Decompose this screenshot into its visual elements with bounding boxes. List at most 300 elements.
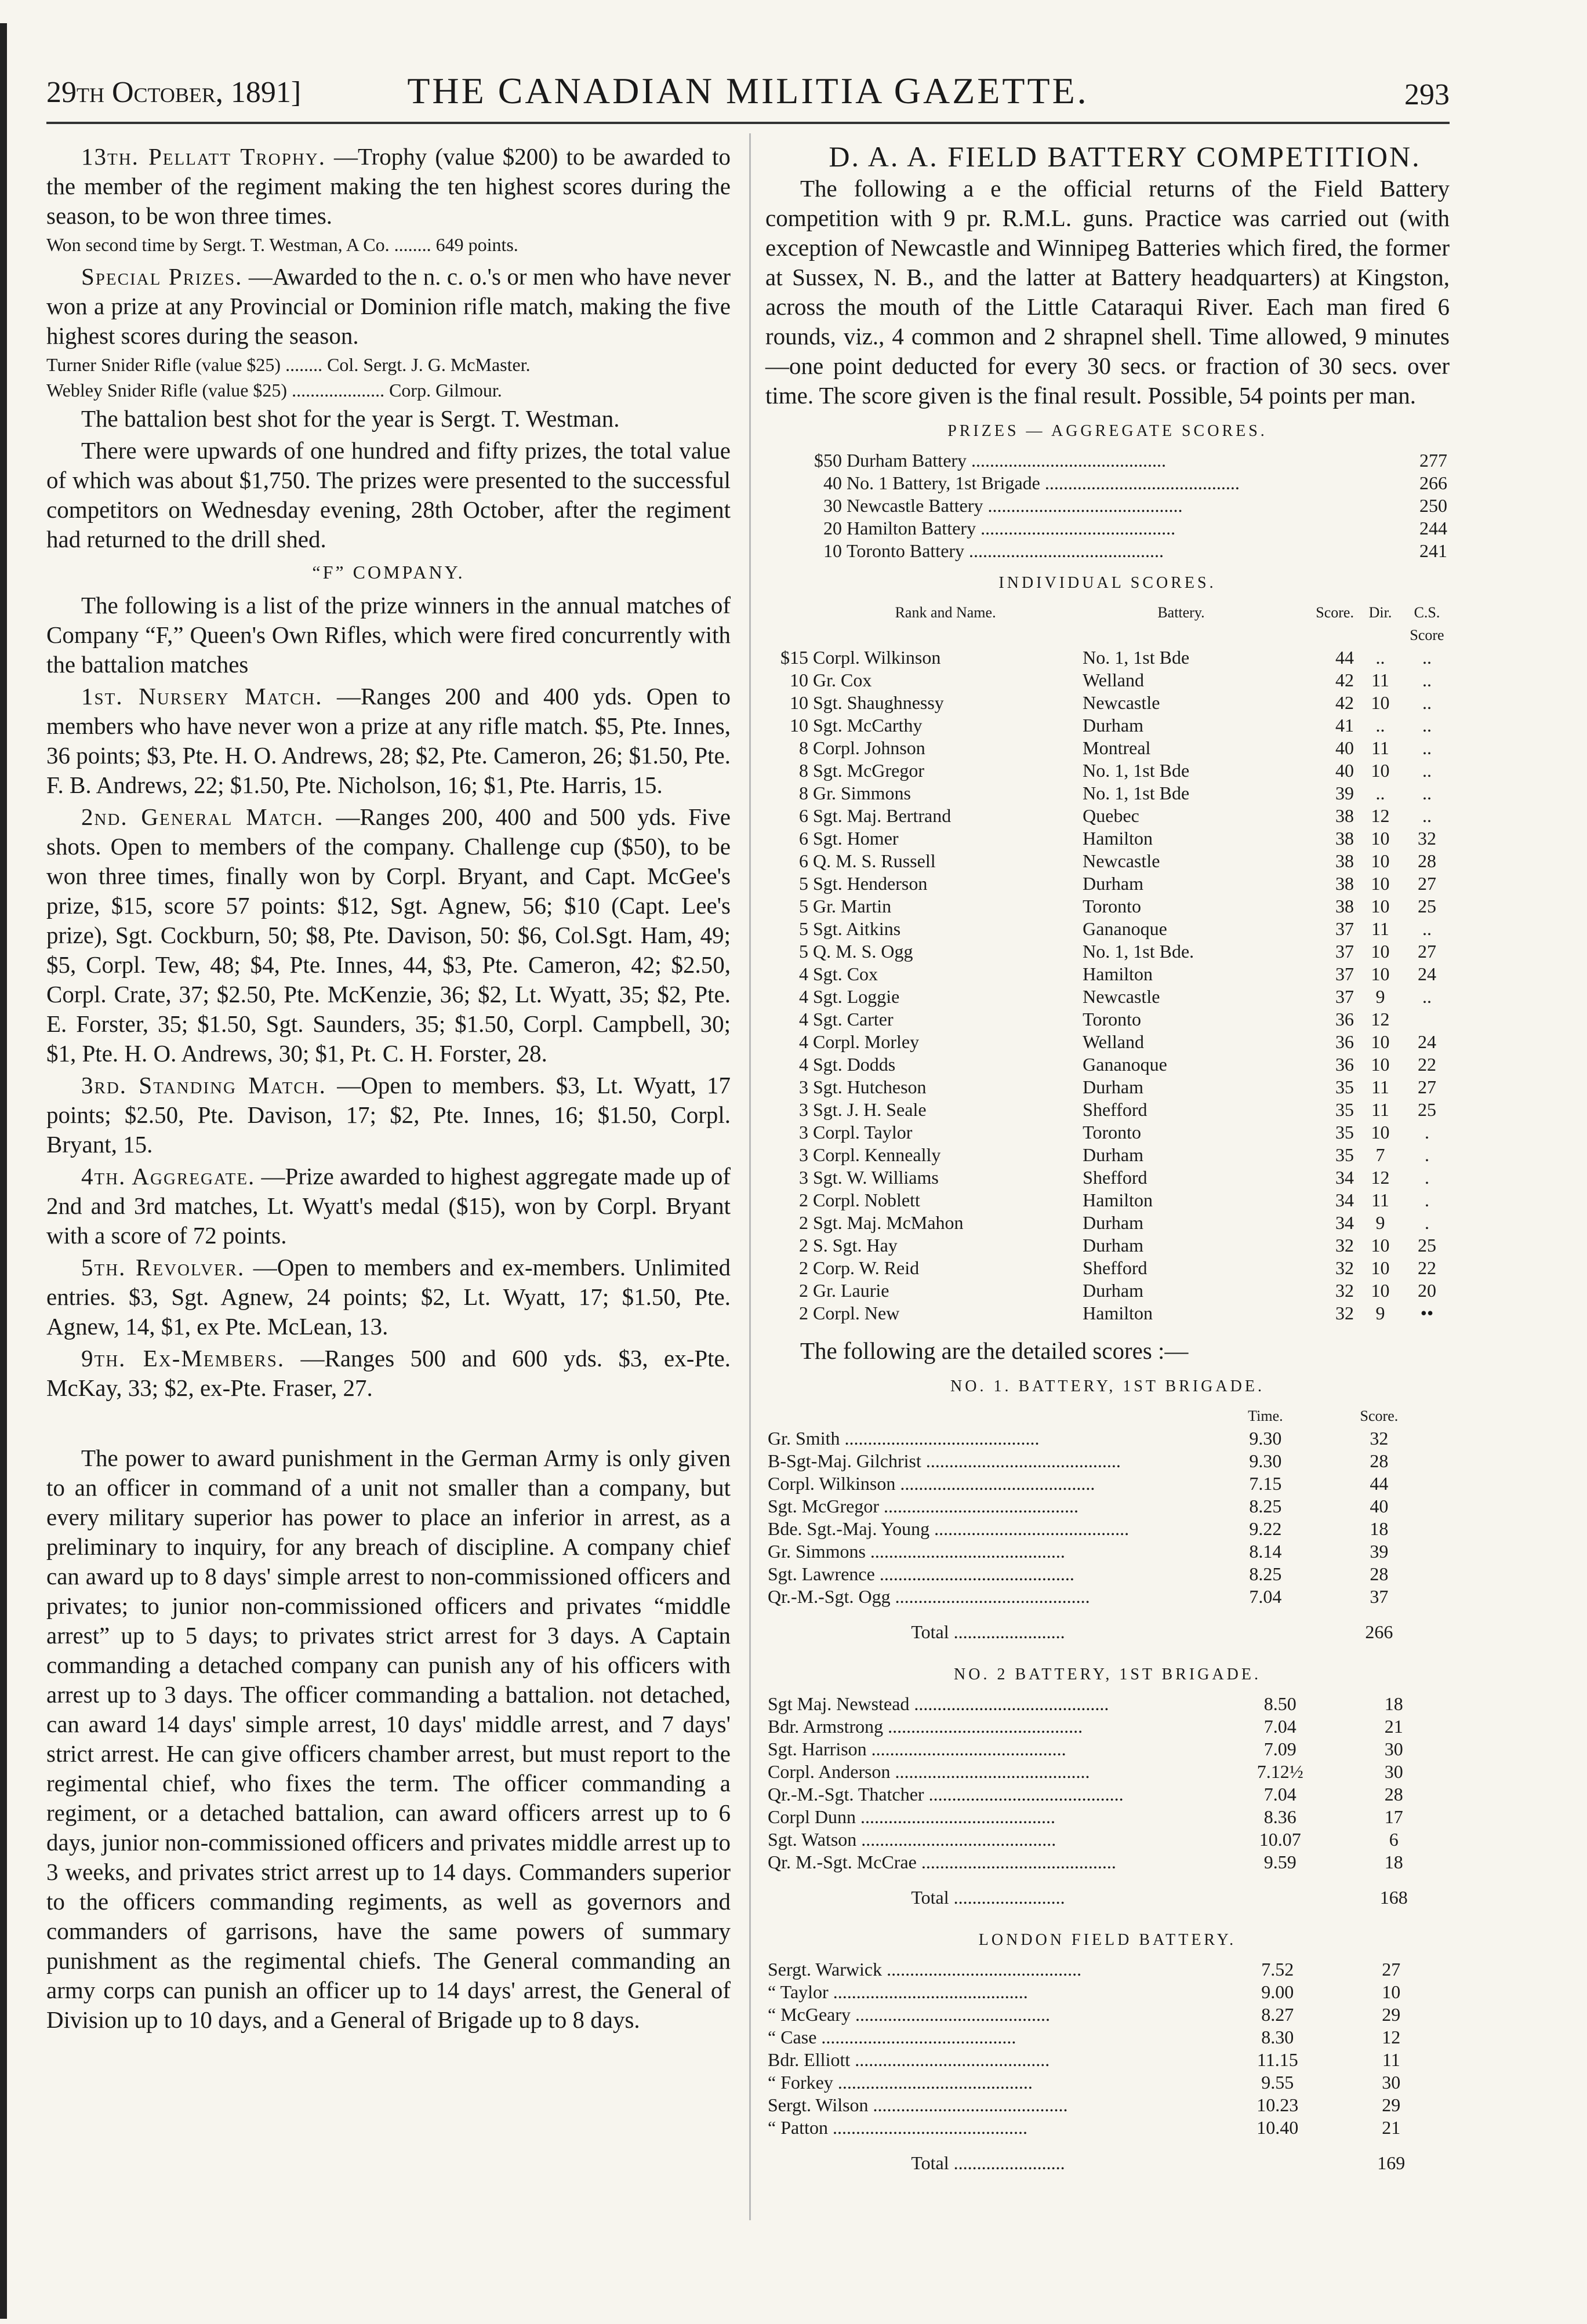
detail-total-blank [1211,1874,1350,1919]
individual-row [765,1257,1450,1279]
detail-name: Bdr. Armstrong [768,1716,884,1737]
detail-row [765,1563,1438,1585]
detail-score: 40 [1370,1496,1389,1516]
individual-dir: 10 [1371,1235,1390,1256]
individual-name: Sgt. Loggie [813,986,900,1007]
detail-name: “ Forkey [768,2072,833,2093]
individual-prize: 10 [790,715,808,736]
individual-name: Sgt. W. Williams [813,1167,939,1188]
individual-score: 38 [1335,805,1354,826]
prize-row [765,449,1450,472]
detail-row [765,2071,1438,2094]
individual-name: Sgt. Homer [813,828,899,849]
battery-detail-table [765,1405,1438,1654]
german-army-punishment-para: The power to award punishment in the German Army is only given to an officer in command of a unit not smaller than a company, but every military superior has power to place an inferior in arrest, as a preliminary to inquiry, for any breach of discipline. A company chief can award up to 8 days' simple arrest to non-commissioned officers and privates; to junior non-commissioned officers and privates “middle arrest” up to 5 days; to privates strict arrest for 3 days. A Captain commanding a detached company can punish any of his officers with arrest up to 3 days. The officer commanding a battalion. not detached, can award 14 days' simple arrest, 10 days' middle arrest, and 7 days' strict arrest. He can give officers chamber arrest, but must report to the regimental chief, who fixes the term. The officer commanding a regiment, or a detached battalion, can award officers arrest up to 6 days, junior non-commissioned officers and privates middle arrest up to 3 weeks, and privates strict arrest up to 14 days. Commanders superior to the officers commanding regiments, as well as governors and commanders of garrisons, have the same powers of summary punishment as the regimental chiefs. The General commanding an army corps can punish an officer up to 14 days' arrest, the General of Division up to 10 days, and a General of Brigade up to 8 days. [46,1445,731,2033]
individual-prize: 2 [799,1190,808,1210]
detail-time: 9.55 [1261,2072,1294,2093]
detail-time: 8.14 [1249,1541,1282,1562]
individual-dir: 11 [1371,1099,1389,1120]
nursery-match-lead: 1st. Nursery Match. [81,683,323,710]
detail-total-row [765,1874,1438,1919]
prize-score: 241 [1419,540,1447,561]
detail-header-row [765,1405,1438,1427]
individual-cs: .. [1422,692,1432,713]
individual-battery: Shefford [1083,1257,1147,1278]
detail-time: 9.00 [1261,1981,1294,2002]
individual-battery: Durham [1083,1144,1143,1165]
individual-name: Corpl. Taylor [813,1122,913,1143]
prize-battery-cell: Newcastle Battery .......................................... [847,495,1183,516]
individual-score: 40 [1335,760,1354,781]
detail-score: 29 [1382,2094,1401,2115]
field-battery-heading: D. A. A. FIELD BATTERY COMPETITION. [829,140,1421,173]
prize-score: 277 [1419,450,1447,471]
standing-match-lead: 3rd. Standing Match. [81,1072,326,1099]
individual-cs: . [1425,1122,1429,1143]
detail-row [765,1472,1438,1495]
prize-battery-cell: No. 1 Battery, 1st Brigade .......................................... [847,472,1240,493]
detail-name: “ Case [768,2027,817,2047]
individual-row [765,1189,1450,1212]
detail-name: Gr. Smith [768,1428,840,1449]
individual-dir: 12 [1371,1167,1390,1188]
individual-name: Q. M. S. Russell [813,850,936,871]
individual-prize: 5 [799,873,808,894]
individual-prize: 5 [799,941,808,962]
individual-cs: .. [1422,918,1432,939]
detail-name-cell: Sgt Maj. Newstead .......................................... [768,1693,1109,1714]
individual-row [765,1008,1450,1031]
prizes-table-heading: PRIZES — AGGREGATE SCORES. [947,422,1268,440]
individual-name: Sgt. Cox [813,963,878,984]
detail-total-value: 168 [1379,1887,1408,1908]
individual-row [765,918,1450,940]
individual-name: Corpl. Noblett [813,1190,920,1210]
detail-time: 9.30 [1249,1428,1282,1449]
detail-row [765,1693,1438,1715]
individual-cs: 25 [1418,1235,1436,1256]
individual-score: 32 [1335,1257,1354,1278]
individual-battery: Durham [1083,873,1143,894]
individual-row [765,782,1450,805]
individual-row [765,827,1450,850]
individual-battery: Hamilton [1083,828,1153,849]
individual-battery: Welland [1083,1031,1144,1052]
detail-col-score: Score. [1360,1408,1399,1424]
individual-name: Sgt. Shaughnessy [813,692,944,713]
individual-name: Sgt. Maj. Bertrand [813,805,952,826]
individual-cs: .. [1422,760,1432,781]
detail-time: 8.50 [1263,1693,1297,1714]
individual-dir: 10 [1371,1054,1390,1075]
detail-time: 7.04 [1263,1784,1297,1805]
individual-prize: 8 [799,737,808,758]
individual-score: 40 [1335,737,1354,758]
detail-time: 7.04 [1249,1586,1282,1607]
detail-name: Bde. Sgt.-Maj. Young [768,1518,930,1539]
detail-name-cell: Sgt. Lawrence .......................................... [768,1563,1074,1584]
individual-score: 32 [1335,1303,1354,1323]
webley-rifle-line: Webley Snider Rifle (value $25) .................... Corp. Gilmour. [46,380,502,401]
general-match-lead: 2nd. General Match. [81,803,324,830]
detail-name: Sergt. Wilson [768,2094,869,2115]
individual-battery: Shefford [1083,1099,1147,1120]
detail-name: Sgt. McGregor [768,1496,879,1516]
ex-members-text: —Ranges 500 and 600 yds. $3, ex-Pte. McKay, 33; $2, ex-Pte. Fraser, 27. [46,1345,731,1401]
detail-name-cell: “ Patton .......................................... [768,2117,1027,2138]
detail-score: 39 [1370,1541,1389,1562]
individual-row [765,714,1450,737]
individual-row [765,1166,1450,1189]
individual-battery: Newcastle [1083,692,1160,713]
prize-battery-cell: Durham Battery .......................................... [847,450,1167,471]
detail-score: 37 [1370,1586,1389,1607]
individual-cs: 22 [1418,1257,1436,1278]
detail-name-cell: Bde. Sgt.-Maj. Young .......................................... [768,1518,1130,1539]
revolver-para [46,1253,731,1341]
individual-battery: Welland [1083,670,1144,690]
revolver-lead: 5th. Revolver. [81,1254,245,1281]
detail-score: 28 [1370,1450,1389,1471]
individual-cs: 27 [1418,1076,1436,1097]
individual-battery: No. 1, 1st Bde [1083,783,1190,803]
individual-row [765,1234,1450,1257]
detail-score: 29 [1382,2004,1401,2025]
individual-name: Sgt. J. H. Seale [813,1099,927,1120]
issue-date: 29th October, 1891] [46,76,302,109]
individual-dir: 10 [1371,692,1390,713]
prize-row [765,540,1450,562]
individual-dir: 10 [1371,1280,1390,1301]
individual-dir: .. [1375,647,1385,668]
detail-col-time: Time. [1248,1408,1283,1424]
detail-total-blank [1211,1608,1320,1654]
individual-row [765,1053,1450,1076]
individual-row [765,669,1450,692]
detail-name: “ McGeary [768,2004,851,2025]
individual-battery: Toronto [1083,1122,1141,1143]
detail-name-cell: Qr.-M.-Sgt. Thatcher .......................................... [768,1784,1124,1805]
individual-dir: 11 [1371,1190,1389,1210]
prize-battery: Toronto Battery [847,540,965,561]
detail-row [765,1495,1438,1518]
individual-score: 44 [1335,647,1354,668]
individual-score: 34 [1335,1190,1354,1210]
individual-score: 35 [1335,1076,1354,1097]
individual-prize: 3 [799,1122,808,1143]
detail-score: 30 [1384,1739,1403,1759]
standing-match-text: —Open to members. $3, Lt. Wyatt, 17 points; $2.50, Pte. Davison, 17; $2, Pte. Innes, 16; $1.50, Corpl. Bryant, 15. [46,1072,731,1158]
individual-name: Sgt. Henderson [813,873,928,894]
individual-name: Corpl. Morley [813,1031,920,1052]
individual-battery: Newcastle [1083,850,1160,871]
detailed-scores [765,1372,1450,2185]
detail-row [765,1518,1438,1540]
individual-cs: .. [1422,805,1432,826]
col-dir: Dir. [1368,604,1392,621]
detail-name: Sgt. Lawrence [768,1563,875,1584]
individual-score: 36 [1335,1031,1354,1052]
detail-row [765,1427,1438,1450]
individual-prize: 2 [799,1235,808,1256]
revolver-text: —Open to members and ex-members. Unlimited entries. $3, Sgt. Agnew, 24 points; $2, Lt. Wyatt, 17; $1.50, Pte. Agnew, 14, $1, ex Pte. McLean, 13. [46,1254,731,1340]
total-label: Total [911,2152,949,2173]
individual-row [765,1279,1450,1302]
individual-name: Sgt. Carter [813,1009,894,1030]
detail-score: 30 [1384,1761,1403,1782]
detail-time: 9.22 [1249,1518,1282,1539]
prize-row [765,472,1450,494]
individual-name: Gr. Laurie [813,1280,889,1301]
total-label: Total [911,1887,949,1908]
individual-name: Corpl. New [813,1303,900,1323]
individual-name: Gr. Martin [813,896,892,916]
individual-cs: .. [1422,715,1432,736]
detail-score: 6 [1389,1829,1399,1850]
individual-score: 41 [1335,715,1354,736]
detail-time: 10.07 [1259,1829,1301,1850]
individual-score: 35 [1335,1122,1354,1143]
individual-cs: .. [1422,737,1432,758]
individual-prize: 2 [799,1280,808,1301]
individual-score: 42 [1335,692,1354,713]
detail-name-cell: Bdr. Armstrong .......................................... [768,1716,1083,1737]
individual-prize: 3 [799,1076,808,1097]
individual-battery: Durham [1083,1235,1143,1256]
prizes-total-para: There were upwards of one hundred and fifty prizes, the total value of which was about $1,750. The prizes were presented to the successful competitors on Wednesday evening, 28th October, after the regiment had returned to the drill shed. [46,437,731,552]
individual-prize: 2 [799,1303,808,1323]
individual-battery: Durham [1083,715,1143,736]
individual-dir: 12 [1371,1009,1390,1030]
individual-dir: 10 [1371,1031,1390,1052]
field-battery-intro: The following a e the official returns of the Field Battery competition with 9 pr. R.M.L. guns. Practice was carried out (with exception of Newcastle and Winnipeg Batteries which fired, the former at Sussex, N. B., and the latter at Battery headquarters) at Kingston, across the mouth of the Little Cataraqui River. Each man fired 6 rounds, viz., 4 common and 2 shrapnel shell. Time allowed, 9 minutes—one point deducted for every 30 secs. or fraction of 30 secs. over time. The score given is the final result. Possible, 54 points per man. [765,175,1450,409]
special-prizes-lead: Special Prizes. [81,263,243,290]
individual-row [765,805,1450,827]
battery-title: LONDON FIELD BATTERY. [978,1931,1237,1949]
individual-score: 42 [1335,670,1354,690]
detail-time: 7.12½ [1256,1761,1303,1782]
detail-score: 18 [1384,1693,1403,1714]
individual-battery: Toronto [1083,1009,1141,1030]
individual-cs: .. [1422,783,1432,803]
battery-detail-table [765,1693,1438,1919]
detail-name: Corpl Dunn [768,1806,856,1827]
detail-score: 12 [1382,2027,1401,2047]
individual-score: 36 [1335,1009,1354,1030]
individual-battery: Durham [1083,1212,1143,1233]
individual-score: 37 [1335,963,1354,984]
col-cs-score: C.S. Score [1410,604,1444,643]
individual-prize: 6 [799,805,808,826]
detail-header-blank [765,1405,1211,1427]
individual-score: 35 [1335,1099,1354,1120]
left-column [46,142,731,2037]
individual-prize: 2 [799,1257,808,1278]
detail-score: 21 [1384,1716,1403,1737]
detail-score: 30 [1382,2072,1401,2093]
individual-score: 39 [1335,783,1354,803]
detail-score: 18 [1370,1518,1389,1539]
individual-row [765,1302,1450,1325]
detail-time: 7.04 [1263,1716,1297,1737]
prize-amount: 30 [823,495,842,516]
detail-row [765,1761,1438,1783]
individual-cs: .. [1422,986,1432,1007]
detail-row [765,1828,1438,1851]
individual-name: Sgt. McGregor [813,760,924,781]
standing-match-para [46,1071,731,1159]
special-prizes-text: —Awarded to the n. c. o.'s or men who have never won a prize at any Provincial or Dominion rifle match, making the five highest scores during the season. [46,263,731,349]
pellatt-trophy-lead: 13th. Pellatt Trophy. [81,143,326,170]
individual-score: 38 [1335,873,1354,894]
individual-dir: 9 [1375,1212,1385,1233]
detail-time: 7.09 [1263,1739,1297,1759]
individual-row [765,985,1450,1008]
individual-dir: 9 [1375,986,1385,1007]
individual-name: Sgt. Dodds [813,1054,896,1075]
header-rule [46,122,1450,124]
detail-total-row [765,1608,1438,1654]
detail-row [765,1981,1438,2003]
detail-row [765,2026,1438,2049]
best-shot-para: The battalion best shot for the year is Sergt. T. Westman. [81,405,620,432]
individual-dir: 12 [1371,805,1390,826]
individual-cs: 32 [1418,828,1436,849]
individual-score: 34 [1335,1167,1354,1188]
ex-members-para [46,1344,731,1403]
individual-name: Corpl. Johnson [813,737,925,758]
detail-score: 17 [1384,1806,1403,1827]
detail-row [765,1783,1438,1806]
prize-battery-cell: Hamilton Battery .......................................... [847,518,1176,539]
detail-row [765,1958,1438,1981]
detail-name-cell: Gr. Smith .......................................... [768,1428,1040,1449]
detail-score: 44 [1370,1473,1389,1494]
prize-score: 250 [1419,495,1447,516]
detail-row [765,2094,1438,2116]
detail-name-cell: Corpl Dunn .......................................... [768,1806,1055,1827]
detail-time: 7.52 [1261,1959,1294,1980]
detail-row [765,1585,1438,1608]
individual-cs: •• [1420,1303,1434,1323]
detail-name: Gr. Simmons [768,1541,866,1562]
individual-dir: 10 [1371,760,1390,781]
detail-name-cell: “ Taylor .......................................... [768,1981,1028,2002]
individual-score: 36 [1335,1054,1354,1075]
f-company-heading: “F” COMPANY. [312,562,465,583]
prize-row [765,494,1450,517]
page-number: 293 [1404,78,1450,111]
individual-score: 32 [1335,1235,1354,1256]
individual-row [765,692,1450,714]
individual-battery: Montreal [1083,737,1151,758]
individual-cs: 27 [1418,941,1436,962]
individual-row [765,872,1450,895]
detail-time: 9.30 [1249,1450,1282,1471]
individual-row [765,1031,1450,1053]
detail-time: 10.40 [1256,2117,1299,2138]
individual-dir: 10 [1371,1257,1390,1278]
individual-score: 38 [1335,896,1354,916]
detail-row [765,1715,1438,1738]
nursery-match-para [46,682,731,800]
individual-dir: 10 [1371,963,1390,984]
detail-name: “ Taylor [768,1981,829,2002]
individual-battery: No. 1, 1st Bde [1083,647,1190,668]
pellatt-trophy-text: —Trophy (value $200) to be awarded to the member of the regiment making the ten highest scores during the season, to be won three times. [46,143,731,229]
page-edge-rule [0,23,7,2319]
individual-prize: 4 [799,1054,808,1075]
detail-score: 28 [1370,1563,1389,1584]
individual-score: 35 [1335,1144,1354,1165]
individual-name: Corpl. Kenneally [813,1144,941,1165]
prize-row [765,517,1450,540]
individual-dir: 11 [1371,737,1389,758]
detail-name: Sergt. Warwick [768,1959,883,1980]
individual-row [765,850,1450,872]
detail-name: Bdr. Elliott [768,2049,851,2070]
prize-score: 244 [1419,518,1447,539]
individual-prize: 3 [799,1167,808,1188]
individual-name: Sgt. Aitkins [813,918,901,939]
detail-score: 32 [1370,1428,1389,1449]
aggregate-para [46,1162,731,1250]
individual-score: 38 [1335,850,1354,871]
detail-row [765,1851,1438,1874]
col-rank-name: Rank and Name. [895,604,996,621]
detail-name-cell: Sgt. Watson .......................................... [768,1829,1056,1850]
detail-name: Sgt. Watson [768,1829,857,1850]
detail-name-cell: Gr. Simmons .......................................... [768,1541,1065,1562]
individual-name: Sgt. Maj. McMahon [813,1212,964,1233]
individual-score: 37 [1335,918,1354,939]
individual-cs: 25 [1418,896,1436,916]
individual-cs: . [1425,1212,1429,1233]
individual-prize: 4 [799,1031,808,1052]
individual-cs: 28 [1418,850,1436,871]
individual-row [765,963,1450,985]
individual-cs: . [1425,1190,1429,1210]
individual-prize: 3 [799,1144,808,1165]
detail-name-cell: “ McGeary .......................................... [768,2004,1051,2025]
individual-battery: Toronto [1083,896,1141,916]
individual-prize: 10 [790,692,808,713]
detail-row [765,2003,1438,2026]
individual-battery: Hamilton [1083,963,1153,984]
individual-row [765,940,1450,963]
individual-prize: 4 [799,963,808,984]
detailed-scores-intro: The following are the detailed scores :— [800,1337,1189,1364]
individual-name: Gr. Cox [813,670,872,690]
individual-cs: . [1425,1144,1429,1165]
individual-name: Corp. W. Reid [813,1257,920,1278]
detail-name-cell: Qr.-M.-Sgt. Ogg .......................................... [768,1586,1090,1607]
individual-name: Corpl. Wilkinson [813,647,941,668]
prizes-aggregate-table [765,449,1450,562]
individual-cs: .. [1422,670,1432,690]
battery-title: NO. 2 BATTERY, 1ST BRIGADE. [954,1665,1261,1683]
detail-time: 7.15 [1249,1473,1282,1494]
detail-time: 8.25 [1249,1496,1282,1516]
individual-dir: 10 [1371,850,1390,871]
individual-prize: 2 [799,1212,808,1233]
detail-time: 8.25 [1249,1563,1282,1584]
individual-cs: 22 [1418,1054,1436,1075]
individual-score: 38 [1335,828,1354,849]
total-label: Total [911,1621,949,1642]
detail-name-cell: B-Sgt-Maj. Gilchrist .......................................... [768,1450,1121,1471]
individual-score: 37 [1335,941,1354,962]
